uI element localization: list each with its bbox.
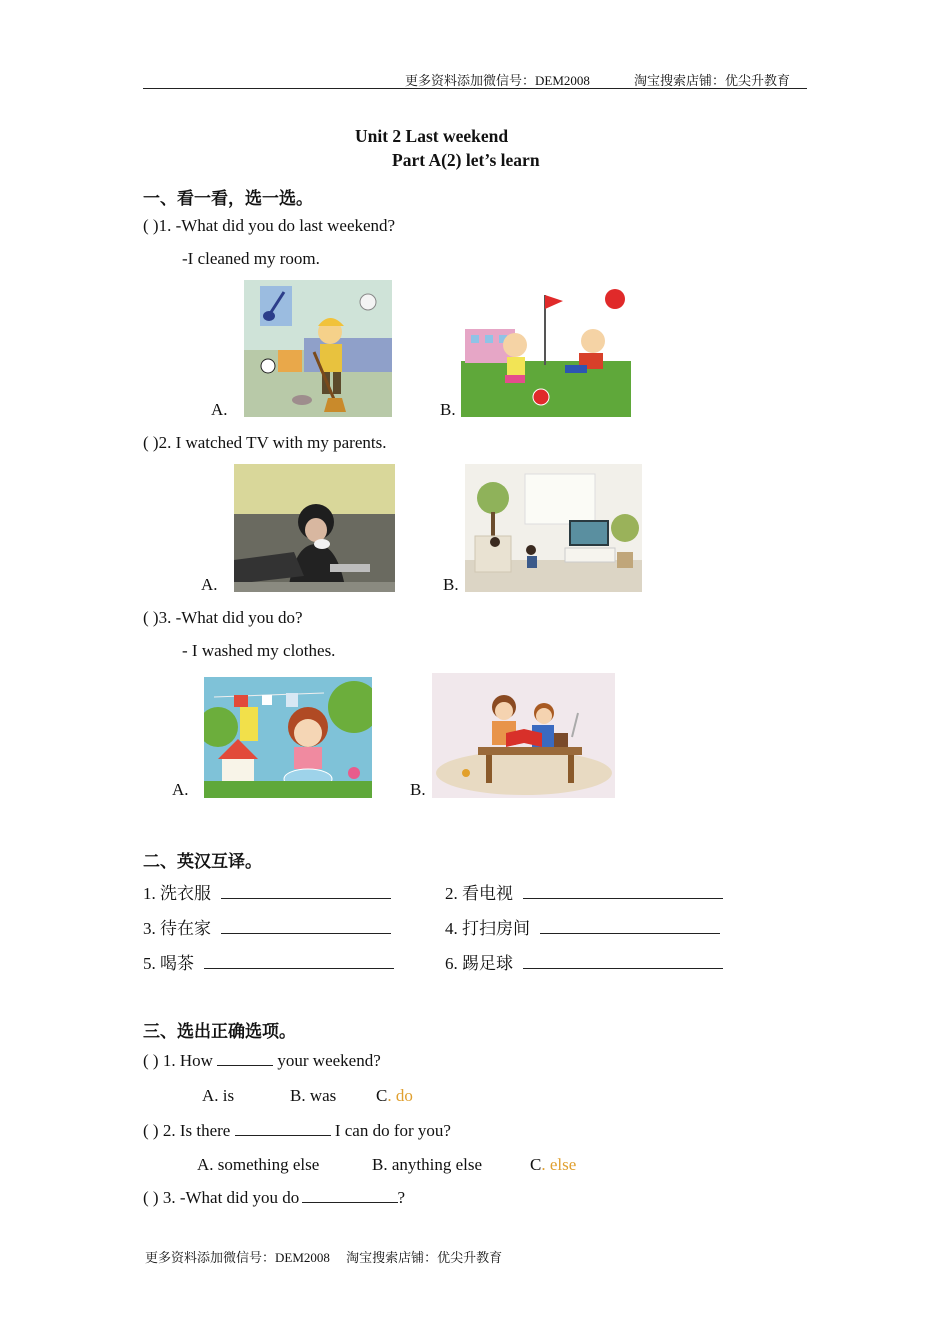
s3-q2-stem-end: I can do for you? bbox=[334, 1121, 451, 1140]
s1-q3-line2: - I washed my clothes. bbox=[182, 641, 336, 660]
s2-answer-blank-3[interactable] bbox=[221, 919, 391, 934]
s3-q2-option-c-rest: . else bbox=[541, 1155, 577, 1174]
s3-q3-stem-end: ? bbox=[397, 1188, 406, 1207]
s1-q1-option-b: B. bbox=[440, 400, 456, 419]
s3-q1-option-b: B. was bbox=[290, 1086, 337, 1105]
s3-q2-option-b: B. anything else bbox=[372, 1155, 483, 1174]
s2-answer-blank-1[interactable] bbox=[221, 884, 391, 899]
s3-q1-stem bbox=[143, 1051, 381, 1071]
s3-q3-blank[interactable] bbox=[302, 1188, 398, 1203]
s2-item-2-label: 2. 看电视 bbox=[445, 884, 513, 903]
picture-woman-drinking-tea bbox=[234, 464, 395, 592]
s3-q3-stem bbox=[143, 1188, 405, 1208]
s1-q1-line1: ( )1. -What did you do last weekend? bbox=[143, 216, 396, 235]
section2-heading: 二、英汉互译。 bbox=[143, 852, 262, 871]
s2-item-3-label: 3. 待在家 bbox=[143, 919, 211, 938]
s2-answer-blank-2[interactable] bbox=[523, 884, 723, 899]
s3-q2-blank[interactable] bbox=[235, 1121, 331, 1136]
s3-q1-option-c-letter: C bbox=[376, 1086, 388, 1105]
s2-item-2 bbox=[445, 879, 723, 904]
s2-item-5-label: 5. 喝茶 bbox=[143, 954, 194, 973]
s1-q2-option-b: B. bbox=[443, 575, 459, 594]
s3-q1-stem-end: your weekend? bbox=[277, 1051, 381, 1070]
s2-item-1-label: 1. 洗衣服 bbox=[143, 884, 211, 903]
s3-q1-stem-start: ( ) 1. How bbox=[143, 1051, 213, 1070]
section3-heading: 三、选出正确选项。 bbox=[143, 1022, 296, 1041]
s2-answer-blank-5[interactable] bbox=[204, 954, 394, 969]
s3-q2-option-c bbox=[530, 1155, 576, 1175]
section1-heading: 一、看一看，选一选。 bbox=[143, 189, 313, 208]
picture-boy-cleaning-room bbox=[244, 280, 392, 417]
part-title: Part A(2) let’s learn bbox=[392, 150, 540, 170]
s3-q1-option-c bbox=[376, 1086, 413, 1106]
s2-item-4 bbox=[445, 914, 720, 939]
s2-answer-blank-6[interactable] bbox=[523, 954, 723, 969]
s1-q2-line1: ( )2. I watched TV with my parents. bbox=[143, 433, 387, 452]
s3-q1-blank[interactable] bbox=[217, 1051, 273, 1066]
footer-text: 更多资料添加微信号：DEM2008 淘宝搜索店铺：优尖升教育 bbox=[145, 1250, 503, 1265]
s3-q2-option-c-letter: C bbox=[530, 1155, 542, 1174]
s2-item-1 bbox=[143, 879, 391, 904]
header-wechat: 更多资料添加微信号：DEM2008 bbox=[405, 73, 590, 88]
s2-item-6 bbox=[445, 949, 723, 974]
s3-q2-option-a: A. something else bbox=[197, 1155, 320, 1174]
s3-q1-option-c-rest: . do bbox=[387, 1086, 413, 1105]
unit-title: Unit 2 Last weekend bbox=[355, 126, 509, 146]
s3-q2-stem-start: ( ) 2. Is there bbox=[143, 1121, 231, 1140]
s1-q2-option-a: A. bbox=[201, 575, 218, 594]
s3-q1-option-a: A. is bbox=[202, 1086, 235, 1105]
header-rule bbox=[143, 88, 807, 89]
picture-family-watching-tv bbox=[465, 464, 642, 592]
s2-answer-blank-4[interactable] bbox=[540, 919, 720, 934]
s1-q1-line2: -I cleaned my room. bbox=[182, 249, 320, 268]
s1-q3-option-b: B. bbox=[410, 780, 426, 799]
s1-q3-option-a: A. bbox=[172, 780, 189, 799]
s2-item-4-label: 4. 打扫房间 bbox=[445, 919, 530, 938]
header-taobao: 淘宝搜索店铺：优尖升教育 bbox=[634, 73, 791, 88]
s2-item-5 bbox=[143, 949, 394, 974]
picture-kids-playing-football bbox=[461, 285, 631, 417]
s3-q2-stem bbox=[143, 1121, 451, 1141]
s2-item-3 bbox=[143, 914, 391, 939]
picture-girl-washing-clothes bbox=[204, 677, 372, 798]
picture-mother-child-reading bbox=[432, 673, 615, 798]
s1-q1-option-a: A. bbox=[211, 400, 228, 419]
s2-item-6-label: 6. 踢足球 bbox=[445, 954, 513, 973]
s1-q3-line1: ( )3. -What did you do? bbox=[143, 608, 303, 627]
s3-q3-stem-start: ( ) 3. -What did you do bbox=[143, 1188, 300, 1207]
